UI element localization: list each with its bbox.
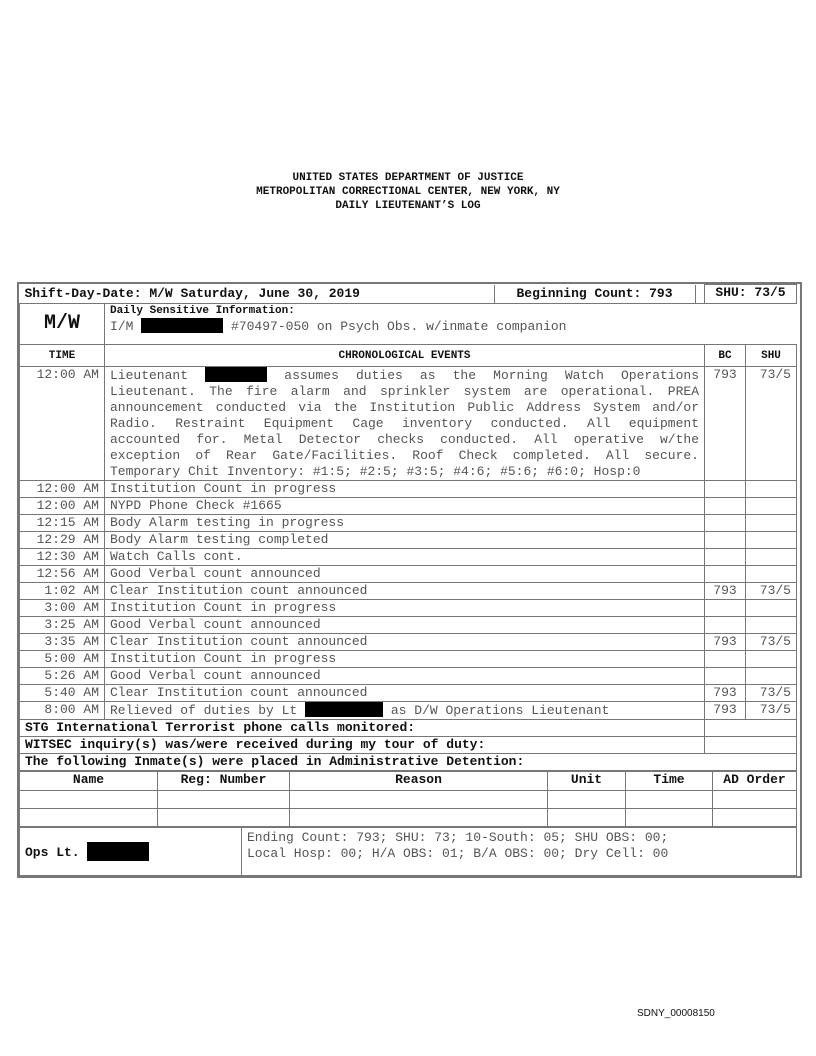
- event-bc: [705, 498, 746, 515]
- event-row: [20, 600, 797, 617]
- event-text: Clear Institution count announced: [105, 685, 705, 702]
- event-shu: 73/5: [746, 634, 797, 651]
- event-row: [20, 549, 797, 566]
- ad-row: [20, 791, 797, 809]
- event-row: [20, 634, 797, 651]
- event-row: [20, 617, 797, 634]
- event-bc: [705, 600, 746, 617]
- event-text: as D/W Operations Lieutenant: [390, 703, 610, 718]
- col-bc: BC: [705, 345, 746, 367]
- ad-col-reg: Reg: Number: [158, 772, 290, 791]
- event-shu: 73/5: [746, 702, 797, 720]
- event-time: 5:00 AM: [20, 651, 105, 668]
- event-text-pre: Relieved of duties by Lt: [110, 703, 298, 718]
- col-shu: SHU: [746, 345, 797, 367]
- event-text: Body Alarm testing in progress: [105, 515, 705, 532]
- event-bc: [705, 566, 746, 583]
- sensitive-label: Daily Sensitive Information:: [110, 305, 295, 317]
- event-bc: [705, 481, 746, 498]
- event-bc: [705, 532, 746, 549]
- event-shu: [746, 668, 797, 685]
- document-header: [0, 171, 816, 213]
- stg-line: STG International Terrorist phone calls monitored:: [20, 720, 705, 737]
- event-row: [20, 583, 797, 600]
- event-row: [20, 566, 797, 583]
- witsec-value: [705, 737, 797, 754]
- redaction: [205, 367, 267, 382]
- event-text: Good Verbal count announced: [105, 668, 705, 685]
- event-time: 1:02 AM: [20, 583, 105, 600]
- event-bc: 793: [705, 583, 746, 600]
- event-text: Clear Institution count announced: [105, 583, 705, 600]
- col-time: TIME: [20, 345, 105, 367]
- event-text: Institution Count in progress: [105, 481, 705, 498]
- event-time: 12:00 AM: [20, 481, 105, 498]
- ad-col-unit: Unit: [548, 772, 626, 791]
- event-shu: [746, 498, 797, 515]
- event-time: 3:25 AM: [20, 617, 105, 634]
- event-time: 5:40 AM: [20, 685, 105, 702]
- event-bc: 793: [705, 685, 746, 702]
- event-text-pre: Lieutenant: [110, 368, 189, 383]
- event-bc: [705, 515, 746, 532]
- event-shu: [746, 651, 797, 668]
- event-time: 12:56 AM: [20, 566, 105, 583]
- event-row: [20, 685, 797, 702]
- event-text: Body Alarm testing completed: [105, 532, 705, 549]
- witsec-line: WITSEC inquiry(s) was/were received during my tour of duty:: [20, 737, 705, 754]
- event-time: 12:15 AM: [20, 515, 105, 532]
- event-text: NYPD Phone Check #1665: [105, 498, 705, 515]
- event-bc: [705, 549, 746, 566]
- event-text: Institution Count in progress: [105, 600, 705, 617]
- header-facility: METROPOLITAN CORRECTIONAL CENTER, NEW YORK, NY: [256, 186, 560, 198]
- ad-col-name: Name: [20, 772, 158, 791]
- event-row: [20, 651, 797, 668]
- shift-code: M/W: [20, 304, 105, 345]
- event-text: Institution Count in progress: [105, 651, 705, 668]
- sensitive-prefix: I/M: [110, 319, 134, 334]
- ad-col-time: Time: [626, 772, 713, 791]
- event-time: 3:35 AM: [20, 634, 105, 651]
- log-table: [17, 282, 802, 878]
- event-time: 3:00 AM: [20, 600, 105, 617]
- redaction: [305, 702, 383, 717]
- sensitive-text: #70497-050 on Psych Obs. w/inmate companion: [231, 319, 567, 334]
- col-events: CHRONOLOGICAL EVENTS: [105, 345, 705, 367]
- event-shu: 73/5: [746, 367, 797, 481]
- event-text: Clear Institution count announced: [105, 634, 705, 651]
- event-bc: 793: [705, 634, 746, 651]
- beginning-count: Beginning Count: 793: [495, 285, 696, 303]
- event-bc: 793: [705, 367, 746, 481]
- event-row: [20, 702, 797, 720]
- shu-count: SHU: 73/5: [705, 285, 797, 304]
- event-row: [20, 481, 797, 498]
- ending-count-line2: Local Hosp: 00; H/A OBS: 01; B/A OBS: 00; Dry Cell: 00: [247, 846, 669, 861]
- event-row: [20, 367, 797, 481]
- event-time: 12:00 AM: [20, 367, 105, 481]
- event-text: Good Verbal count announced: [105, 566, 705, 583]
- header-title: DAILY LIEUTENANT’S LOG: [335, 200, 481, 212]
- event-text: Good Verbal count announced: [105, 617, 705, 634]
- signoff: [19, 827, 797, 876]
- event-time: 8:00 AM: [20, 702, 105, 720]
- event-bc: [705, 651, 746, 668]
- event-time: 12:00 AM: [20, 498, 105, 515]
- event-bc: [705, 668, 746, 685]
- event-row: [20, 498, 797, 515]
- header-agency: UNITED STATES DEPARTMENT OF JUSTICE: [292, 172, 524, 184]
- event-shu: [746, 549, 797, 566]
- event-row: [20, 532, 797, 549]
- shift-day-date: Shift-Day-Date: M/W Saturday, June 30, 2019: [20, 285, 495, 303]
- event-row: [20, 668, 797, 685]
- event-text: assumes duties as the Morning Watch Operations Lieutenant. The fire alarm and sprinkler system are operational. PREA announcement conducted via the Institution Public Address System and/or Radio. Restraint Equipment Cage inventory conducted. All equipment accounted for. Metal Detector checks conducted. All operative w/the exception of Rear Gate/Facilities. Roof Check completed. All secure. Temporary Chit Inventory: #1:5; #2:5; #3:5; #4:6; #5:6; #6:0; Hosp:0: [110, 368, 699, 479]
- event-shu: 73/5: [746, 685, 797, 702]
- redaction: [87, 842, 149, 861]
- ad-col-reason: Reason: [290, 772, 548, 791]
- event-shu: [746, 600, 797, 617]
- event-text: Watch Calls cont.: [105, 549, 705, 566]
- event-shu: [746, 532, 797, 549]
- stg-value: [705, 720, 797, 737]
- ad-table: [19, 771, 797, 827]
- event-row: [20, 515, 797, 532]
- ops-lt-label: Ops Lt.: [25, 845, 80, 860]
- redaction: [141, 318, 223, 333]
- event-shu: [746, 481, 797, 498]
- event-shu: [746, 566, 797, 583]
- ending-count-line1: Ending Count: 793; SHU: 73; 10-South: 05; SHU OBS: 00;: [247, 830, 669, 845]
- ad-row: [20, 809, 797, 827]
- event-shu: [746, 515, 797, 532]
- event-shu: [746, 617, 797, 634]
- event-time: 12:30 AM: [20, 549, 105, 566]
- bates-number: SDNY_00008150: [637, 1008, 715, 1019]
- event-shu: 73/5: [746, 583, 797, 600]
- ad-col-order: AD Order: [713, 772, 797, 791]
- event-bc: 793: [705, 702, 746, 720]
- event-time: 5:26 AM: [20, 668, 105, 685]
- event-bc: [705, 617, 746, 634]
- event-time: 12:29 AM: [20, 532, 105, 549]
- ad-title: The following Inmate(s) were placed in Administrative Detention:: [20, 754, 797, 771]
